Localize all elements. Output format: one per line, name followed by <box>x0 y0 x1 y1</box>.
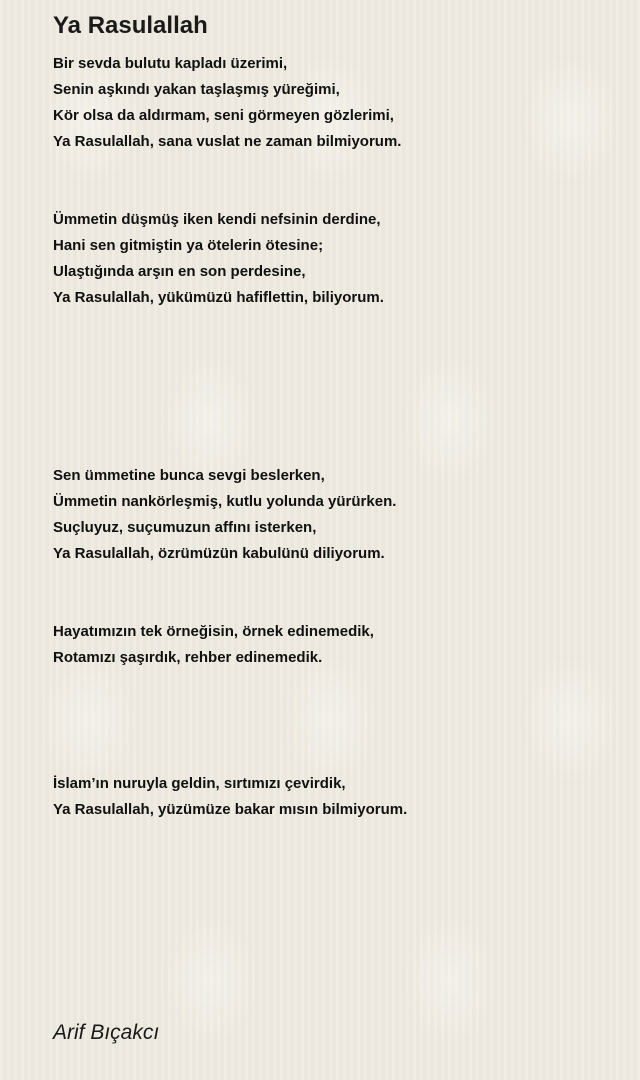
poem-line: Ümmetin nankörleşmiş, kutlu yolunda yürürken. <box>53 493 397 510</box>
poem-line: Sen ümmetine bunca sevgi beslerken, <box>53 467 325 484</box>
poem-line: Hani sen gitmiştin ya ötelerin ötesine; <box>53 237 324 254</box>
poem-line: Hayatımızın tek örneğisin, örnek edinemedik, <box>53 623 374 640</box>
stanza-5 <box>53 771 407 823</box>
stanza-3 <box>53 463 396 567</box>
stanza-1 <box>53 51 401 155</box>
poem-line: Ya Rasulallah, özrümüzün kabulünü diliyorum. <box>53 545 385 562</box>
poem-line: Ya Rasulallah, yüzümüze bakar mısın bilmiyorum. <box>53 801 408 818</box>
poem-line: Bir sevda bulutu kapladı üzerimi, <box>53 55 288 72</box>
poem-line: Ümmetin düşmüş iken kendi nefsinin derdine, <box>53 211 381 228</box>
poem-line: Ya Rasulallah, sana vuslat ne zaman bilmiyorum. <box>53 133 402 150</box>
poem-line: Kör olsa da aldırmam, seni görmeyen gözlerimi, <box>53 107 394 124</box>
stanza-2 <box>53 207 384 311</box>
stanza-4 <box>53 619 374 671</box>
poem-line: İslam’ın nuruyla geldin, sırtımızı çevirdik, <box>53 775 346 792</box>
poem-line: Ulaştığında arşın en son perdesine, <box>53 263 306 280</box>
poem-line: Suçluyuz, suçumuzun affını isterken, <box>53 519 317 536</box>
author-signature: Arif Bıçakcı <box>53 1021 160 1044</box>
poem-title: Ya Rasulallah <box>53 12 208 39</box>
poem-line: Ya Rasulallah, yükümüzü hafiflettin, biliyorum. <box>53 289 384 306</box>
poem-line: Rotamızı şaşırdık, rehber edinemedik. <box>53 649 323 666</box>
poem-line: Senin aşkındı yakan taşlaşmış yüreğimi, <box>53 81 340 98</box>
